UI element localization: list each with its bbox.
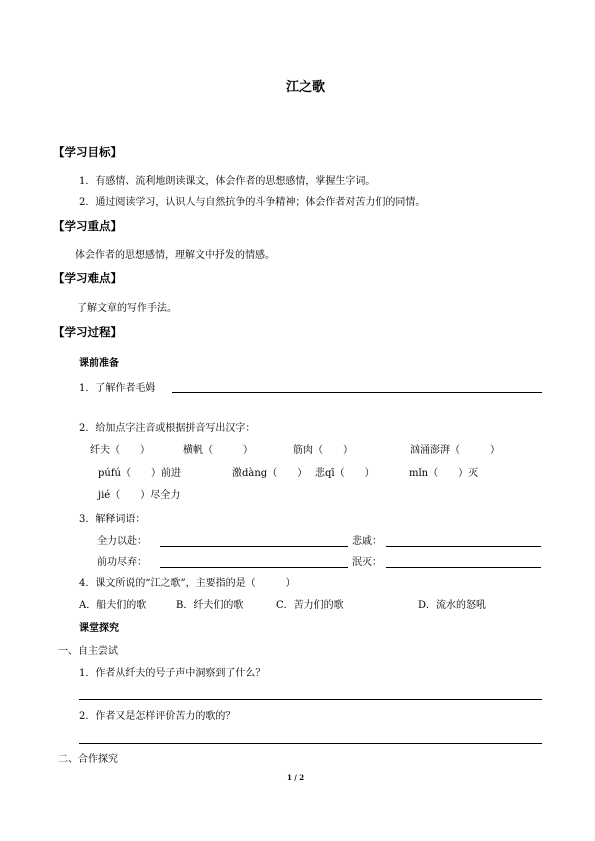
choice-option-b[interactable]: B．纤夫们的歌 [176, 600, 244, 611]
choice-option-a[interactable]: A．船夫们的歌 [79, 600, 147, 611]
term-label: 悲戚： [352, 536, 382, 547]
pinyin-item: mǐn（ ）灭 [409, 468, 479, 479]
pinyin-item: 悲qī（ ） [315, 468, 375, 479]
answer-line-term[interactable] [386, 546, 541, 547]
answer-line[interactable] [79, 743, 542, 744]
term-label: 泯灭： [352, 557, 382, 568]
page-title: 江之歌 [286, 80, 326, 95]
question-3: 3．解释词语： [79, 514, 146, 525]
pinyin-item: 横帆（ ） [183, 445, 253, 456]
pinyin-item: 筋肉（ ） [293, 445, 353, 456]
answer-line-term[interactable] [386, 567, 541, 568]
part1-question-1: 1．作者从纤夫的号子声中洞察到了什么？ [79, 668, 266, 679]
difficulties-text: 了解文章的写作手法。 [77, 303, 177, 314]
answer-line-term[interactable] [160, 546, 348, 547]
part1-heading: 一、自主尝试 [58, 646, 118, 657]
pinyin-item: púfú（ ）前进 [98, 468, 181, 479]
term-label: 前功尽弃： [97, 557, 147, 568]
objective-item-1: 1．有感情、流利地朗读课文，体会作者的思想感情，掌握生字词。 [79, 176, 376, 187]
key-points-heading: 【学习重点】 [53, 219, 122, 233]
answer-line-term[interactable] [160, 567, 348, 568]
choice-option-c[interactable]: C．苦力们的歌 [276, 600, 344, 611]
choice-option-d[interactable]: D．流水的怒吼 [418, 600, 487, 611]
question-1: 1．了解作者毛姆 [79, 383, 156, 394]
question-4: 4．课文所说的“江之歌”，主要指的是（ ） [79, 578, 296, 589]
answer-line-author[interactable] [172, 392, 542, 393]
term-label: 全力以赴： [97, 536, 147, 547]
process-heading: 【学习过程】 [53, 325, 122, 339]
answer-line[interactable] [79, 699, 542, 700]
objective-item-2: 2．通过阅读学习，认识人与自然抗争的斗争精神；体会作者对苦力们的同情。 [79, 197, 426, 208]
key-points-text: 体会作者的思想感情，理解文中抒发的情感。 [75, 250, 275, 261]
part2-heading: 二、合作探究 [58, 754, 118, 765]
question-2: 2．给加点字注音或根据拼音写出汉字： [79, 423, 256, 434]
pinyin-item: 激dàng（ ） [232, 468, 308, 479]
objectives-heading: 【学习目标】 [53, 145, 122, 159]
part1-question-2: 2．作者又是怎样评价苦力的歌的？ [79, 711, 236, 722]
class-heading: 课堂探究 [79, 623, 119, 634]
difficulties-heading: 【学习难点】 [53, 271, 122, 285]
pinyin-item: jié（ ）尽全力 [98, 490, 181, 501]
prep-heading: 课前准备 [79, 358, 119, 369]
page-number: 1 / 2 [287, 773, 305, 782]
pinyin-item: 纤夫（ ） [90, 445, 150, 456]
pinyin-item: 汹涌澎湃（ ） [410, 445, 500, 456]
